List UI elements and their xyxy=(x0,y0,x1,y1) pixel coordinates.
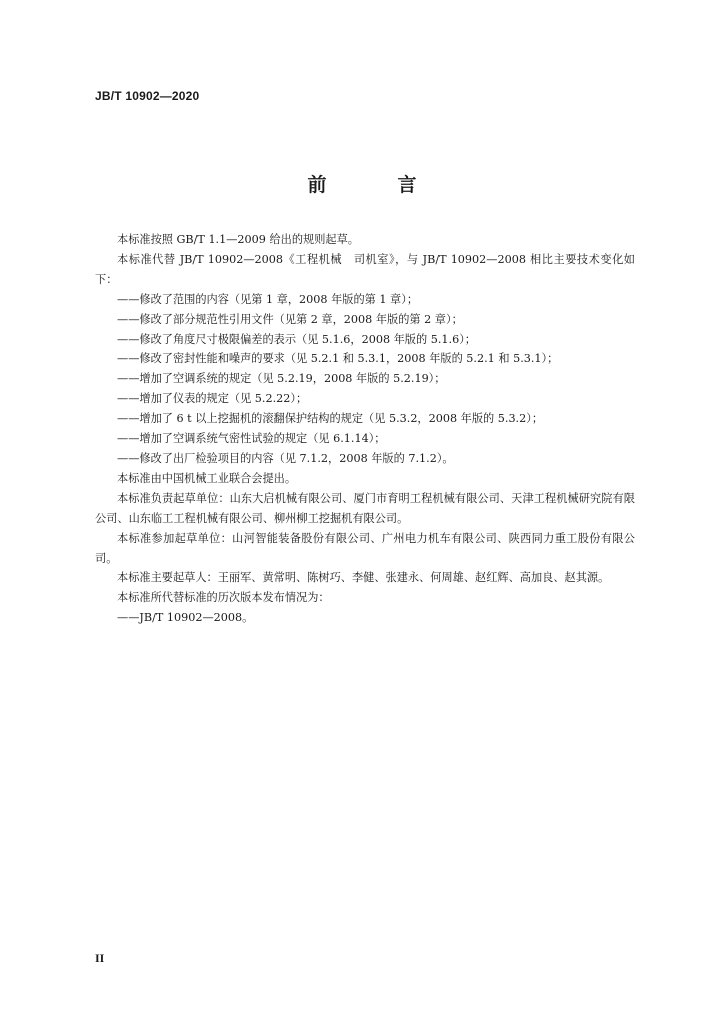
paragraph-drafting-rules: 本标准按照 GB/T 1.1—2009 给出的规则起草。 xyxy=(117,233,359,246)
paragraph-main-drafters: 本标准主要起草人：王丽军、黄常明、陈树巧、李健、张建永、何周雄、赵红辉、高加良、赵其源。 xyxy=(117,571,610,585)
change-item: ——修改了出厂检验项目的内容（见 7.1.2，2008 年版的 7.1.2）。 xyxy=(117,451,454,465)
paragraph-proposer: 本标准由中国机械工业联合会提出。 xyxy=(117,471,297,485)
page-number: II xyxy=(95,951,105,965)
page-title: 前 言 xyxy=(307,174,443,196)
paragraph-participating-drafters: 本标准参加起草单位：山河智能装备股份有限公司、广州电力机车有限公司、陕西同力重工股份有限公司。 xyxy=(95,531,635,565)
change-item: ——修改了角度尺寸极限偏差的表示（见 5.1.6，2008 年版的 5.1.6）； xyxy=(117,332,476,346)
version-item: ——JB/T 10902—2008。 xyxy=(117,611,254,625)
change-item: ——修改了范围的内容（见第 1 章，2008 年版的第 1 章）； xyxy=(117,292,419,306)
paragraph-replacement: 本标准代替 JB/T 10902—2008《工程机械 司机室》，与 JB/T 10902—2008 相比主要技术变化如下： xyxy=(95,252,635,286)
change-item: ——增加了仪表的规定（见 5.2.22）； xyxy=(117,392,308,406)
change-item: ——修改了部分规范性引用文件（见第 2 章，2008 年版的第 2 章）； xyxy=(117,312,463,326)
standard-code: JB/T 10902—2020 xyxy=(95,89,200,103)
change-item: ——增加了空调系统的规定（见 5.2.19，2008 年版的 5.2.19）； xyxy=(117,372,446,386)
change-item: ——增加了 6 t 以上挖掘机的滚翻保护结构的规定（见 5.3.2，2008 年版的 5.3.2）； xyxy=(117,412,544,426)
paragraph-lead-drafters: 本标准负责起草单位：山东大启机械有限公司、厦门市育明工程机械有限公司、天津工程机械研究院有限公司、山东临工工程机械有限公司、柳州柳工挖掘机有限公司。 xyxy=(95,491,635,525)
change-item: ——修改了密封性能和噪声的要求（见 5.2.1 和 5.3.1，2008 年版的 5.2.1 和 5.3.1）； xyxy=(117,352,559,366)
paragraph-version-history: 本标准所代替标准的历次版本发布情况为： xyxy=(117,591,330,605)
foreword-body xyxy=(95,230,635,628)
change-item: ——增加了空调系统气密性试验的规定（见 6.1.14）； xyxy=(117,432,386,446)
